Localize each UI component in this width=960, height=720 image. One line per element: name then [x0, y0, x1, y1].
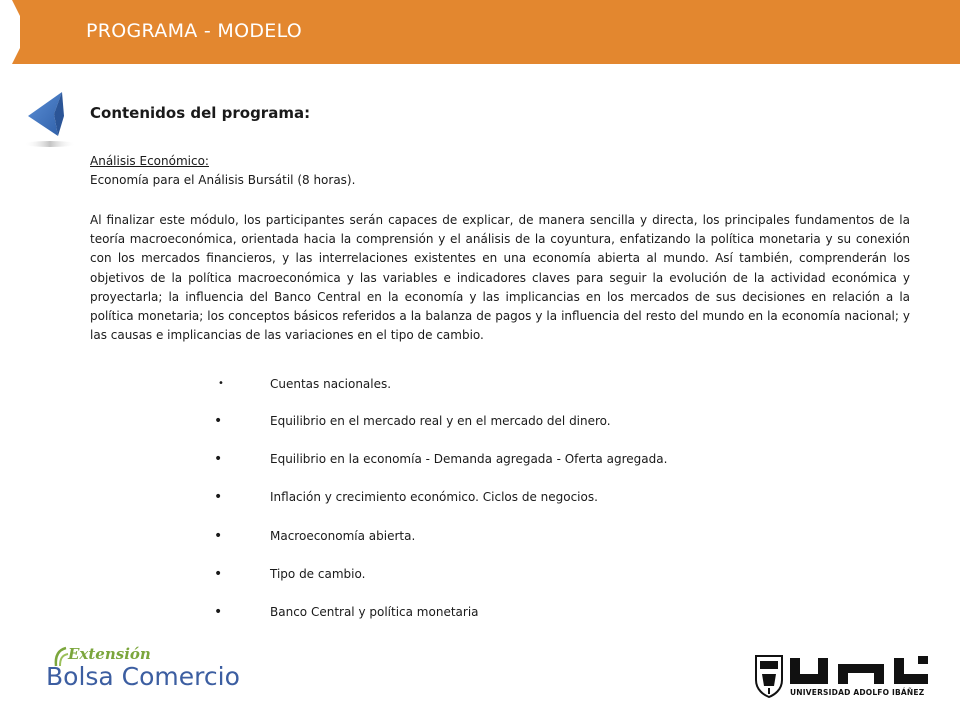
- arrow-left-icon: [20, 88, 80, 152]
- module-heading: Análisis Económico:: [90, 154, 209, 168]
- bullet: •: [214, 528, 223, 544]
- logo-bolsa-text: Bolsa Comercio: [46, 662, 240, 691]
- uai-wordmark-icon: [790, 656, 930, 686]
- bolsa-comercio-logo: [46, 644, 266, 696]
- topic-text: Inflación y crecimiento económico. Ciclos de negocios.: [270, 490, 598, 504]
- list-item: [0, 528, 960, 544]
- bullet: •: [214, 489, 223, 505]
- bullet: •: [214, 451, 223, 467]
- topic-text: Banco Central y política monetaria: [270, 605, 479, 619]
- list-item: [0, 566, 960, 582]
- topic-text: Macroeconomía abierta.: [270, 529, 416, 543]
- topic-text: Cuentas nacionales.: [270, 377, 392, 391]
- logo-extension-text: Extensión: [68, 645, 151, 663]
- bullet: •: [214, 604, 223, 620]
- list-item: [0, 489, 960, 505]
- section-title: Contenidos del programa:: [90, 104, 311, 122]
- list-item: [0, 604, 960, 620]
- topic-text: Tipo de cambio.: [270, 567, 366, 581]
- uai-crest-icon: [754, 654, 784, 698]
- page-title: PROGRAMA - MODELO: [86, 20, 303, 42]
- uai-logo: [754, 652, 934, 702]
- list-item: [0, 376, 960, 392]
- topic-text: Equilibrio en el mercado real y en el mercado del dinero.: [270, 414, 611, 428]
- bullet: •: [218, 378, 224, 389]
- module-subtitle: Economía para el Análisis Bursátil (8 horas).: [90, 173, 356, 187]
- module-description: Al finalizar este módulo, los participantes serán capaces de explicar, de manera sencilla y directa, los principales fundamentos de la teoría macroeconómica, orientada hacia la comprensión y el análisis de la coyuntura, enfatizando la política monetaria y su conexión con los mercados financieros, y las interrelaciones existentes en una economía abierta al mundo. Así también, comprenderán los objetivos de la política macroeconómica y las variables e indicadores claves para seguir la evolución de la actividad económica y proyectarla; la influencia del Banco Central en la economía y las implicancias en los mercados de sus decisiones en relación a la política monetaria; los conceptos básicos referidos a la balanza de pagos y la influencia del resto del mundo en la economía nacional; y las causas e implicancias de las variaciones en el tipo de cambio.: [90, 213, 910, 343]
- bullet: •: [214, 413, 223, 429]
- list-item: [0, 451, 960, 467]
- topic-text: Equilibrio en la economía - Demanda agregada - Oferta agregada.: [270, 452, 668, 466]
- uai-caption: UNIVERSIDAD ADOLFO IBÁÑEZ: [790, 688, 925, 697]
- header-notch-shape: [0, 0, 24, 64]
- list-item: [0, 413, 960, 429]
- bullet: •: [214, 566, 223, 582]
